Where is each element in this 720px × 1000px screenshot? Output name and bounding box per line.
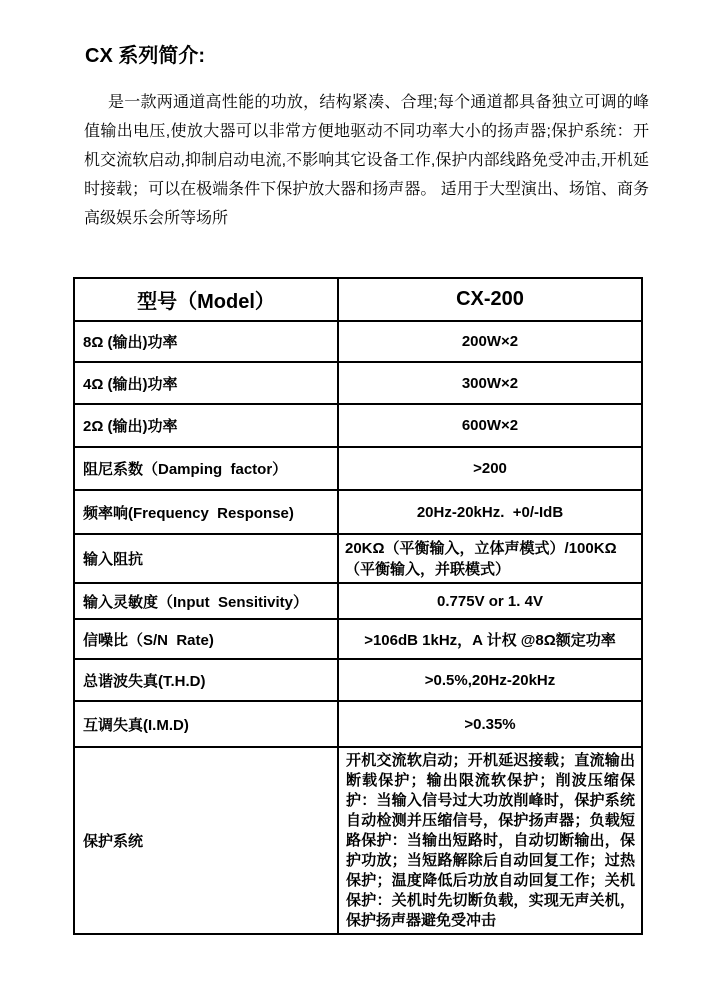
table-row: [74, 404, 642, 447]
spec-label: 互调失真(I.M.D): [74, 701, 338, 747]
spec-label: 4Ω (输出)功率: [74, 362, 338, 404]
table-row: [74, 447, 642, 490]
spec-label: 2Ω (输出)功率: [74, 404, 338, 447]
spec-value: 600W×2: [338, 404, 642, 447]
spec-value: >200: [338, 447, 642, 490]
spec-label: 8Ω (输出)功率: [74, 321, 338, 362]
spec-label: 频率响(Frequency Response): [74, 490, 338, 534]
spec-label: 总谐波失真(T.H.D): [74, 659, 338, 701]
table-row: [74, 362, 642, 404]
spec-value: 20Hz-20kHz. +0/-IdB: [338, 490, 642, 534]
table-row: [74, 747, 642, 934]
table-row: [74, 619, 642, 659]
spec-label: 阻尼系数（Damping factor）: [74, 447, 338, 490]
spec-value: 200W×2: [338, 321, 642, 362]
table-row: [74, 321, 642, 362]
spec-value: >106dB 1kHz，A 计权 @8Ω额定功率: [338, 619, 642, 659]
spec-value: 开机交流软启动；开机延迟接载；直流输出断载保护；输出限流软保护；削波压缩保护：当输入信号过大功放削峰时，保护系统自动检测并压缩信号，保护扬声器；负载短路保护：当输出短路时，自动切断输出，保护功放；当短路解除后自动回复工作；过热保护；温度降低后功放自动回复工作；关机保护：关机时先切断负载，实现无声关机，保护扬声器避免受冲击: [338, 747, 642, 934]
spec-value: 300W×2: [338, 362, 642, 404]
intro-paragraph: 是一款两通道高性能的功放，结构紧凑、合理;每个通道都具备独立可调的峰值输出电压,使放大器可以非常方便地驱动不同功率大小的扬声器;保护系统：开机交流软启动,抑制启动电流,不影响其它设备工作,保护内部线路免受冲击,开机延时接载；可以在极端条件下保护放大器和扬声器。 适用于大型演出、场馆、商务高级娱乐会所等场所: [84, 94, 649, 227]
spec-value: >0.5%,20Hz-20kHz: [338, 659, 642, 701]
section-title: CX 系列简介:: [85, 45, 205, 67]
table-row: [74, 701, 642, 747]
table-row: [74, 583, 642, 619]
spec-label: 保护系统: [74, 747, 338, 934]
spec-value: 20KΩ（平衡输入，立体声模式）/100KΩ（平衡输入，并联模式）: [338, 534, 642, 583]
table-row: [74, 534, 642, 583]
spec-label: 输入阻抗: [74, 534, 338, 583]
model-header-cell: 型号（Model）: [74, 278, 338, 321]
spec-table: [73, 277, 643, 935]
spec-value: 0.775V or 1. 4V: [338, 583, 642, 619]
table-row: [74, 659, 642, 701]
model-value-cell: CX-200: [338, 278, 642, 321]
table-row: [74, 490, 642, 534]
spec-value: >0.35%: [338, 701, 642, 747]
spec-label: 信噪比（S/N Rate): [74, 619, 338, 659]
spec-label: 输入灵敏度（Input Sensitivity）: [74, 583, 338, 619]
table-header-row: [74, 278, 642, 321]
